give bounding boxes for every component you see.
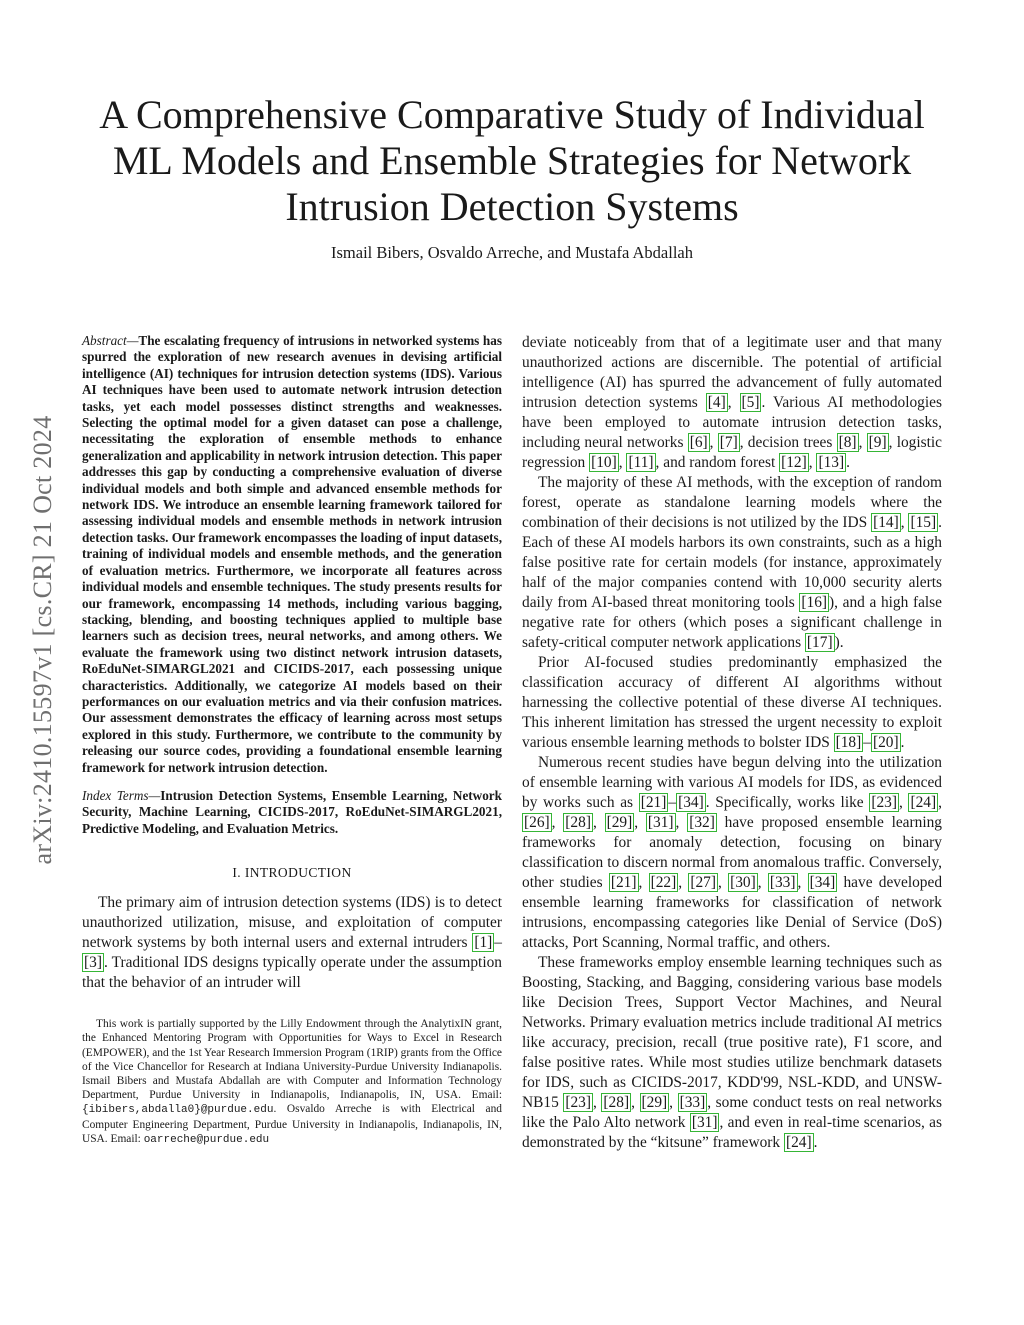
text-run: . <box>900 734 905 751</box>
citation-link[interactable]: [1] <box>474 934 493 952</box>
footnote <box>82 1017 502 1147</box>
citation-link[interactable]: [7] <box>719 434 738 451</box>
citation-link[interactable]: [5] <box>741 394 760 411</box>
body-paragraph <box>522 473 942 653</box>
citation-link[interactable]: [27] <box>690 874 716 891</box>
arxiv-id: arXiv:2410.15597v1 [cs.CR] 21 Oct 2024 <box>28 415 57 865</box>
text-run: – <box>494 934 502 952</box>
citation-link[interactable]: [34] <box>678 794 704 811</box>
text-run: , <box>718 874 729 891</box>
text-run: , <box>797 874 808 891</box>
text-run: , <box>638 874 649 891</box>
citation-link[interactable]: [23] <box>871 794 897 811</box>
abstract <box>82 333 502 776</box>
text-run: Prior AI-focused studies predominantly emphasized the classification accuracy of different AI algorithms without harnessing the collective potential of these diverse AI techniques. This inherent limitation has stressed the urgent necessity to exploit various ensemble learning methods to bolster IDS <box>522 654 942 751</box>
citation-link[interactable]: [32] <box>689 814 715 831</box>
text-run: , and random forest <box>655 454 780 471</box>
text-run: , and even in real-time scenarios, as demonstrated by the “kitsune” framework <box>522 1114 943 1151</box>
text-run: , logistic regression <box>522 434 943 471</box>
right-column <box>522 333 942 1153</box>
citation-link[interactable]: [29] <box>641 1094 668 1111</box>
text-run: , <box>938 794 942 811</box>
text-run: , <box>900 514 909 531</box>
text-run: . Osvaldo Arreche is with Electrical and Computer Engineering Department, Purdue University in Indianapolis, Indianapolis, IN, USA. Email: <box>82 1103 502 1145</box>
paper-title: A Comprehensive Comparative Study of Individual ML Models and Ensemble Strategies for Network Intrusion Detection Systems <box>99 92 925 229</box>
citation-link[interactable]: [9] <box>868 434 887 451</box>
text-run: , <box>757 874 768 891</box>
text-run: , <box>669 1094 678 1111</box>
text-run: , <box>858 434 867 451</box>
abstract-label: Abstract— <box>82 333 139 348</box>
left-column <box>82 333 502 1147</box>
citation-link[interactable]: [30] <box>730 874 756 891</box>
text-run: , <box>618 454 627 471</box>
text-run: , some conduct tests on real networks like the Palo Alto network <box>522 1094 942 1131</box>
citation-link[interactable]: [21] <box>640 794 667 811</box>
body-paragraph <box>522 953 942 1153</box>
citation-link[interactable]: [24] <box>910 794 937 811</box>
citation-link[interactable]: [23] <box>565 1094 591 1111</box>
intro-paragraph <box>82 893 502 993</box>
text-run: , <box>675 814 688 831</box>
text-run: These frameworks employ ensemble learning techniques such as Boosting, Stacking, and Bagging, considering various base models like Decision Trees, Support Vector Machines, and Neural Networks. Primary evaluation metrics include traditional AI metrics like accuracy, precision, recall (true positive rate), F1 score, and false positive rates. While most studies utilize benchmark datasets for IDS, such as CICIDS-2017, KDD'99, NSL-KDD, and UNSW-NB15 <box>522 954 942 1111</box>
citation-link[interactable]: [10] <box>591 454 617 471</box>
body-paragraph <box>522 333 942 473</box>
text-run: , <box>551 814 564 831</box>
citation-link[interactable]: [21] <box>610 874 637 891</box>
citation-link[interactable]: [14] <box>873 514 899 531</box>
index-terms-label: Index Terms— <box>82 787 161 803</box>
text-run: , <box>898 794 909 811</box>
text-run: ). <box>834 634 844 651</box>
text-run: , <box>634 814 646 831</box>
citation-link[interactable]: [13] <box>818 454 845 471</box>
text-run: . Each of these AI models harbors its own constraints, such as a high false positive rate for certain models (for instance, approximately half of the major companies contend with 10,000 security alerts daily from AI-based threat monitoring tools <box>522 514 942 611</box>
text-run: . Traditional IDS designs typically operate under the assumption that the behavior of an intruder will <box>82 954 502 992</box>
citation-link[interactable]: [3] <box>84 954 102 972</box>
citation-link[interactable]: [6] <box>689 434 708 451</box>
text-run: , <box>593 1094 602 1111</box>
citation-link[interactable]: [15] <box>910 514 937 531</box>
text-run: ), and a high false negative rate for others (which poses a significant challenge in safety-critical computer network applications <box>522 594 942 651</box>
citation-link[interactable]: [33] <box>769 874 796 891</box>
text-run: , <box>808 454 817 471</box>
citation-link[interactable]: [16] <box>801 594 828 611</box>
text-run: – <box>668 794 677 811</box>
citation-link[interactable]: [20] <box>872 734 899 751</box>
text-run: , <box>678 874 689 891</box>
text-run: The primary aim of intrusion detection systems (IDS) is to detect unauthorized utilization, misuse, and exploitation of computer network systems by both internal users and external intruders <box>82 894 502 952</box>
citation-link[interactable]: [12] <box>781 454 807 471</box>
citation-link[interactable]: [8] <box>838 434 857 451</box>
author-list: Ismail Bibers, Osvaldo Arreche, and Mustafa Abdallah <box>331 243 693 262</box>
citation-link[interactable]: [4] <box>707 394 726 411</box>
citation-link[interactable]: [34] <box>809 874 836 891</box>
text-run: . Specifically, works like <box>705 794 870 811</box>
text-run: . <box>813 1134 818 1151</box>
citation-link[interactable]: [31] <box>691 1114 718 1131</box>
text-run: have proposed ensemble learning frameworks for anomaly detection, focusing on binary classification to discern normal from anomalous traffic. Conversely, other studies <box>522 814 942 891</box>
text-run: The majority of these AI methods, with the exception of random forest, operate as standalone learning models where the combination of their decisions is not utilized by the IDS <box>522 474 942 531</box>
citation-link[interactable]: [11] <box>628 454 654 471</box>
citation-link[interactable]: [22] <box>650 874 677 891</box>
text-run: This work is partially supported by the Lilly Endowment through the AnalytixIN grant, the Enhanced Mentoring Program with Opportunities for Ways to Excel in Research (EMPOWER), and the 1st Year Research Immersion Program (1RIP) grants from the Office of the Vice Chancellor for Research at Indiana University-Purdue University Indianapolis. Ismail Bibers and Mustafa Abdallah are with Computer and Information Technology Department, Purdue University in Indianapolis, Indianapolis, IN, USA. Email: <box>82 1018 502 1102</box>
citation-link[interactable]: [29] <box>606 814 633 831</box>
citation-link[interactable]: [24] <box>785 1134 812 1151</box>
email-address[interactable]: oarreche@purdue.edu <box>143 1133 270 1146</box>
citation-link[interactable]: [31] <box>647 814 674 831</box>
citation-link[interactable]: [28] <box>603 1094 630 1111</box>
text-run: , <box>727 394 740 411</box>
text-run: , decision trees <box>739 434 837 451</box>
citation-link[interactable]: [33] <box>679 1094 706 1111</box>
text-run: , <box>592 814 605 831</box>
body-paragraph <box>522 753 942 953</box>
text-run: , <box>709 434 718 451</box>
index-terms <box>82 788 502 837</box>
text-run: deviate noticeably from that of a legitimate user and that many unauthorized actions are discernible. The potential of artificial intelligence (AI) has spurred the advancement of fully automated intrusion detection systems <box>522 334 942 411</box>
index-terms-text: Intrusion Detection Systems, Ensemble Learning, Network Security, Machine Learning, CICIDS-2017, RoEduNet-SIMARGL2021, Predictive Modeling, and Evaluation Metrics. <box>82 787 502 836</box>
citation-link[interactable]: [17] <box>806 634 833 651</box>
citation-link[interactable]: [26] <box>524 814 550 831</box>
citation-link[interactable]: [28] <box>565 814 591 831</box>
text-run: – <box>863 734 871 751</box>
text-run: . Various AI methodologies have been employed to automate intrusion detection tasks, including neural networks <box>522 394 942 451</box>
text-run: Numerous recent studies have begun delving into the utilization of ensemble learning with various AI models for IDS, as evidenced by works such as <box>522 754 942 811</box>
abstract-text: The escalating frequency of intrusions in networked systems has spurred the exploration of new research avenues in devising artificial intelligence (AI) techniques for intrusion detection systems (IDS). Various AI techniques have been used to automate network intrusion detection tasks, yet each model possesses distinct strengths and weaknesses. Selecting the optimal model for a given dataset can pose a challenge, necessitating the exploration of ensemble methods to enhance generalization and applicability in network intrusion detection. This paper addresses this gap by conducting a comprehensive evaluation of diverse individual models and both simple and advanced ensemble methods for network IDS. We introduce an ensemble learning framework tailored for assessing individual models and ensemble methods in network intrusion detection tasks. Our framework encompasses the loading of input datasets, training of individual models and ensemble methods, and the generation of evaluation metrics. Furthermore, we incorporate all features across individual models and ensemble techniques. The study presents results for our framework, encompassing 14 methods, including various bagging, stacking, blending, and boosting techniques applied to multiple base learners such as decision trees, neural networks, and among others. We evaluate the framework using two distinct network intrusion datasets, RoEduNet-SIMARGL2021 and CICIDS-2017, each possessing unique characteristics. Additionally, we categorize AI models based on their performances on our evaluation metrics and via their confusion matrices. Our assessment demonstrates the efficacy of learning across most setups explored in this study. Furthermore, we contribute to the community by releasing our source codes, providing a foundational ensemble learning framework for network intrusion detection. <box>82 333 502 775</box>
body-paragraph <box>522 653 942 753</box>
text-run: have developed ensemble learning frameworks for classification of network intrusions, encompassing categories like Denial of Service (DoS) attacks, Port Scanning, Normal traffic, and others. <box>522 874 943 951</box>
email-address[interactable]: {ibibers,abdalla0}@purdue.edu <box>82 1104 274 1117</box>
text-run: . <box>846 454 850 471</box>
arxiv-stamp <box>8 330 78 950</box>
citation-link[interactable]: [18] <box>835 734 862 751</box>
section-heading-introduction: I. INTRODUCTION <box>232 865 352 881</box>
text-run: , <box>631 1094 640 1111</box>
